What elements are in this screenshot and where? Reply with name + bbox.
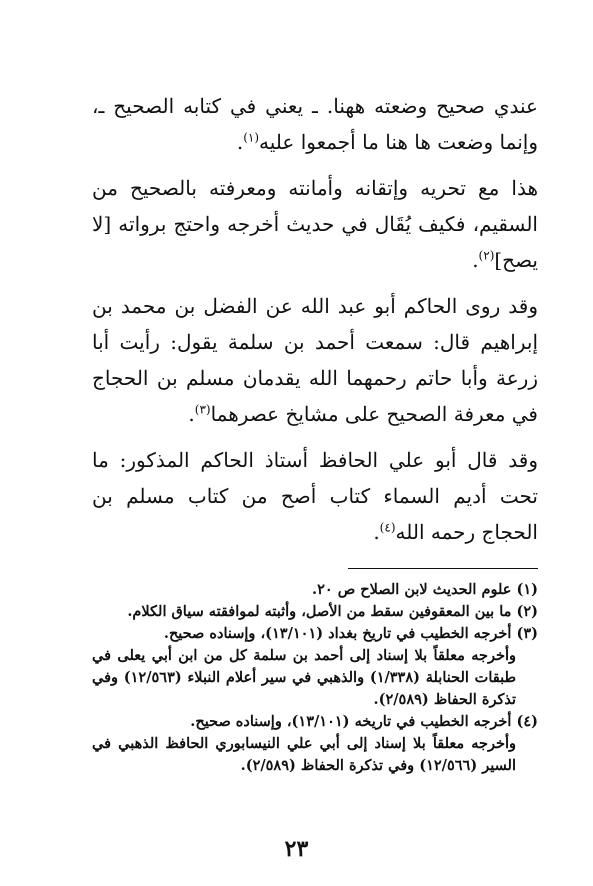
footnote-ref-2: (٢) bbox=[478, 248, 495, 263]
page-number: ٢٣ bbox=[284, 836, 309, 862]
footnote-divider bbox=[348, 568, 538, 569]
paragraph-1-text: عندي صحيح وضعته ههنا. ـ يعني في كتابه الصحيح ـ، وإنما وضعت ها هنا ما أجمعوا عليه bbox=[92, 94, 538, 154]
footnote-ref-4: (٤) bbox=[379, 520, 396, 535]
page-body bbox=[92, 88, 538, 777]
footnote-1: (١) علوم الحديث لابن الصلاح ص ٢٠. bbox=[312, 581, 538, 598]
paragraph-3-tail: . bbox=[188, 402, 195, 426]
footnote-4-continuation: وأخرجه معلقاً بلا إسناد إلى أبي علي النيسابوري الحافظ الذهبي في السير (١٢/٥٦٦) وفي تذكرة الحفاظ (٢/٥٨٩). bbox=[92, 735, 516, 774]
paragraph-3-text: وقد روى الحاكم أبو عبد الله عن الفضل بن محمد بن إبراهيم قال: سمعت أحمد بن سلمة يقول: رأيت أبا زرعة وأبا حاتم رحمهما الله يقدمان مسلم بن الحجاج في معرفة الصحيح على مشايخ عصرهما bbox=[92, 294, 538, 426]
footnotes bbox=[92, 579, 538, 777]
paragraph-1 bbox=[92, 88, 538, 160]
footnote-ref-3: (٣) bbox=[194, 402, 211, 417]
footnote-ref-1: (١) bbox=[243, 130, 260, 145]
paragraph-4-text: وقد قال أبو علي الحافظ أستاذ الحاكم المذكور: ما تحت أديم السماء كتاب أصح من كتاب مسلم بن الحجاج رحمه الله bbox=[92, 448, 538, 544]
paragraph-1-tail: . bbox=[236, 130, 244, 154]
paragraph-2-text: هذا مع تحريه وإتقانه وأمانته ومعرفته بالصحيح من السقيم، فكيف يُقَال في حديث أخرجه واحتج برواته [لا يصح] bbox=[92, 176, 538, 272]
paragraph-3 bbox=[92, 288, 538, 432]
paragraph-4-tail: . bbox=[373, 520, 380, 544]
paragraph-4 bbox=[92, 442, 538, 550]
footnote-3-continuation: وأخرجه معلقاً بلا إسناد إلى أحمد بن سلمة كل من ابن أبي يعلى في طبقات الحنابلة (١/٣٣٨) والذهبي في سير أعلام النبلاء (١٢/٥٦٣) وفي تذكرة الحفاظ (٢/٥٨٩). bbox=[92, 647, 516, 708]
paragraph-2 bbox=[92, 170, 538, 278]
paragraph-2-tail: . bbox=[472, 248, 479, 272]
footnote-3: (٣) أخرجه الخطيب في تاريخ بغداد (١٣/١٠١)، وإسناده صحيح. bbox=[163, 625, 538, 642]
footnote-2: (٢) ما بين المعقوفين سقط من الأصل، وأثبته لموافقته سياق الكلام. bbox=[127, 603, 538, 620]
footnote-4: (٤) أخرجه الخطيب في تاريخه (١٣/١٠١)، وإسناده صحيح. bbox=[190, 713, 538, 730]
